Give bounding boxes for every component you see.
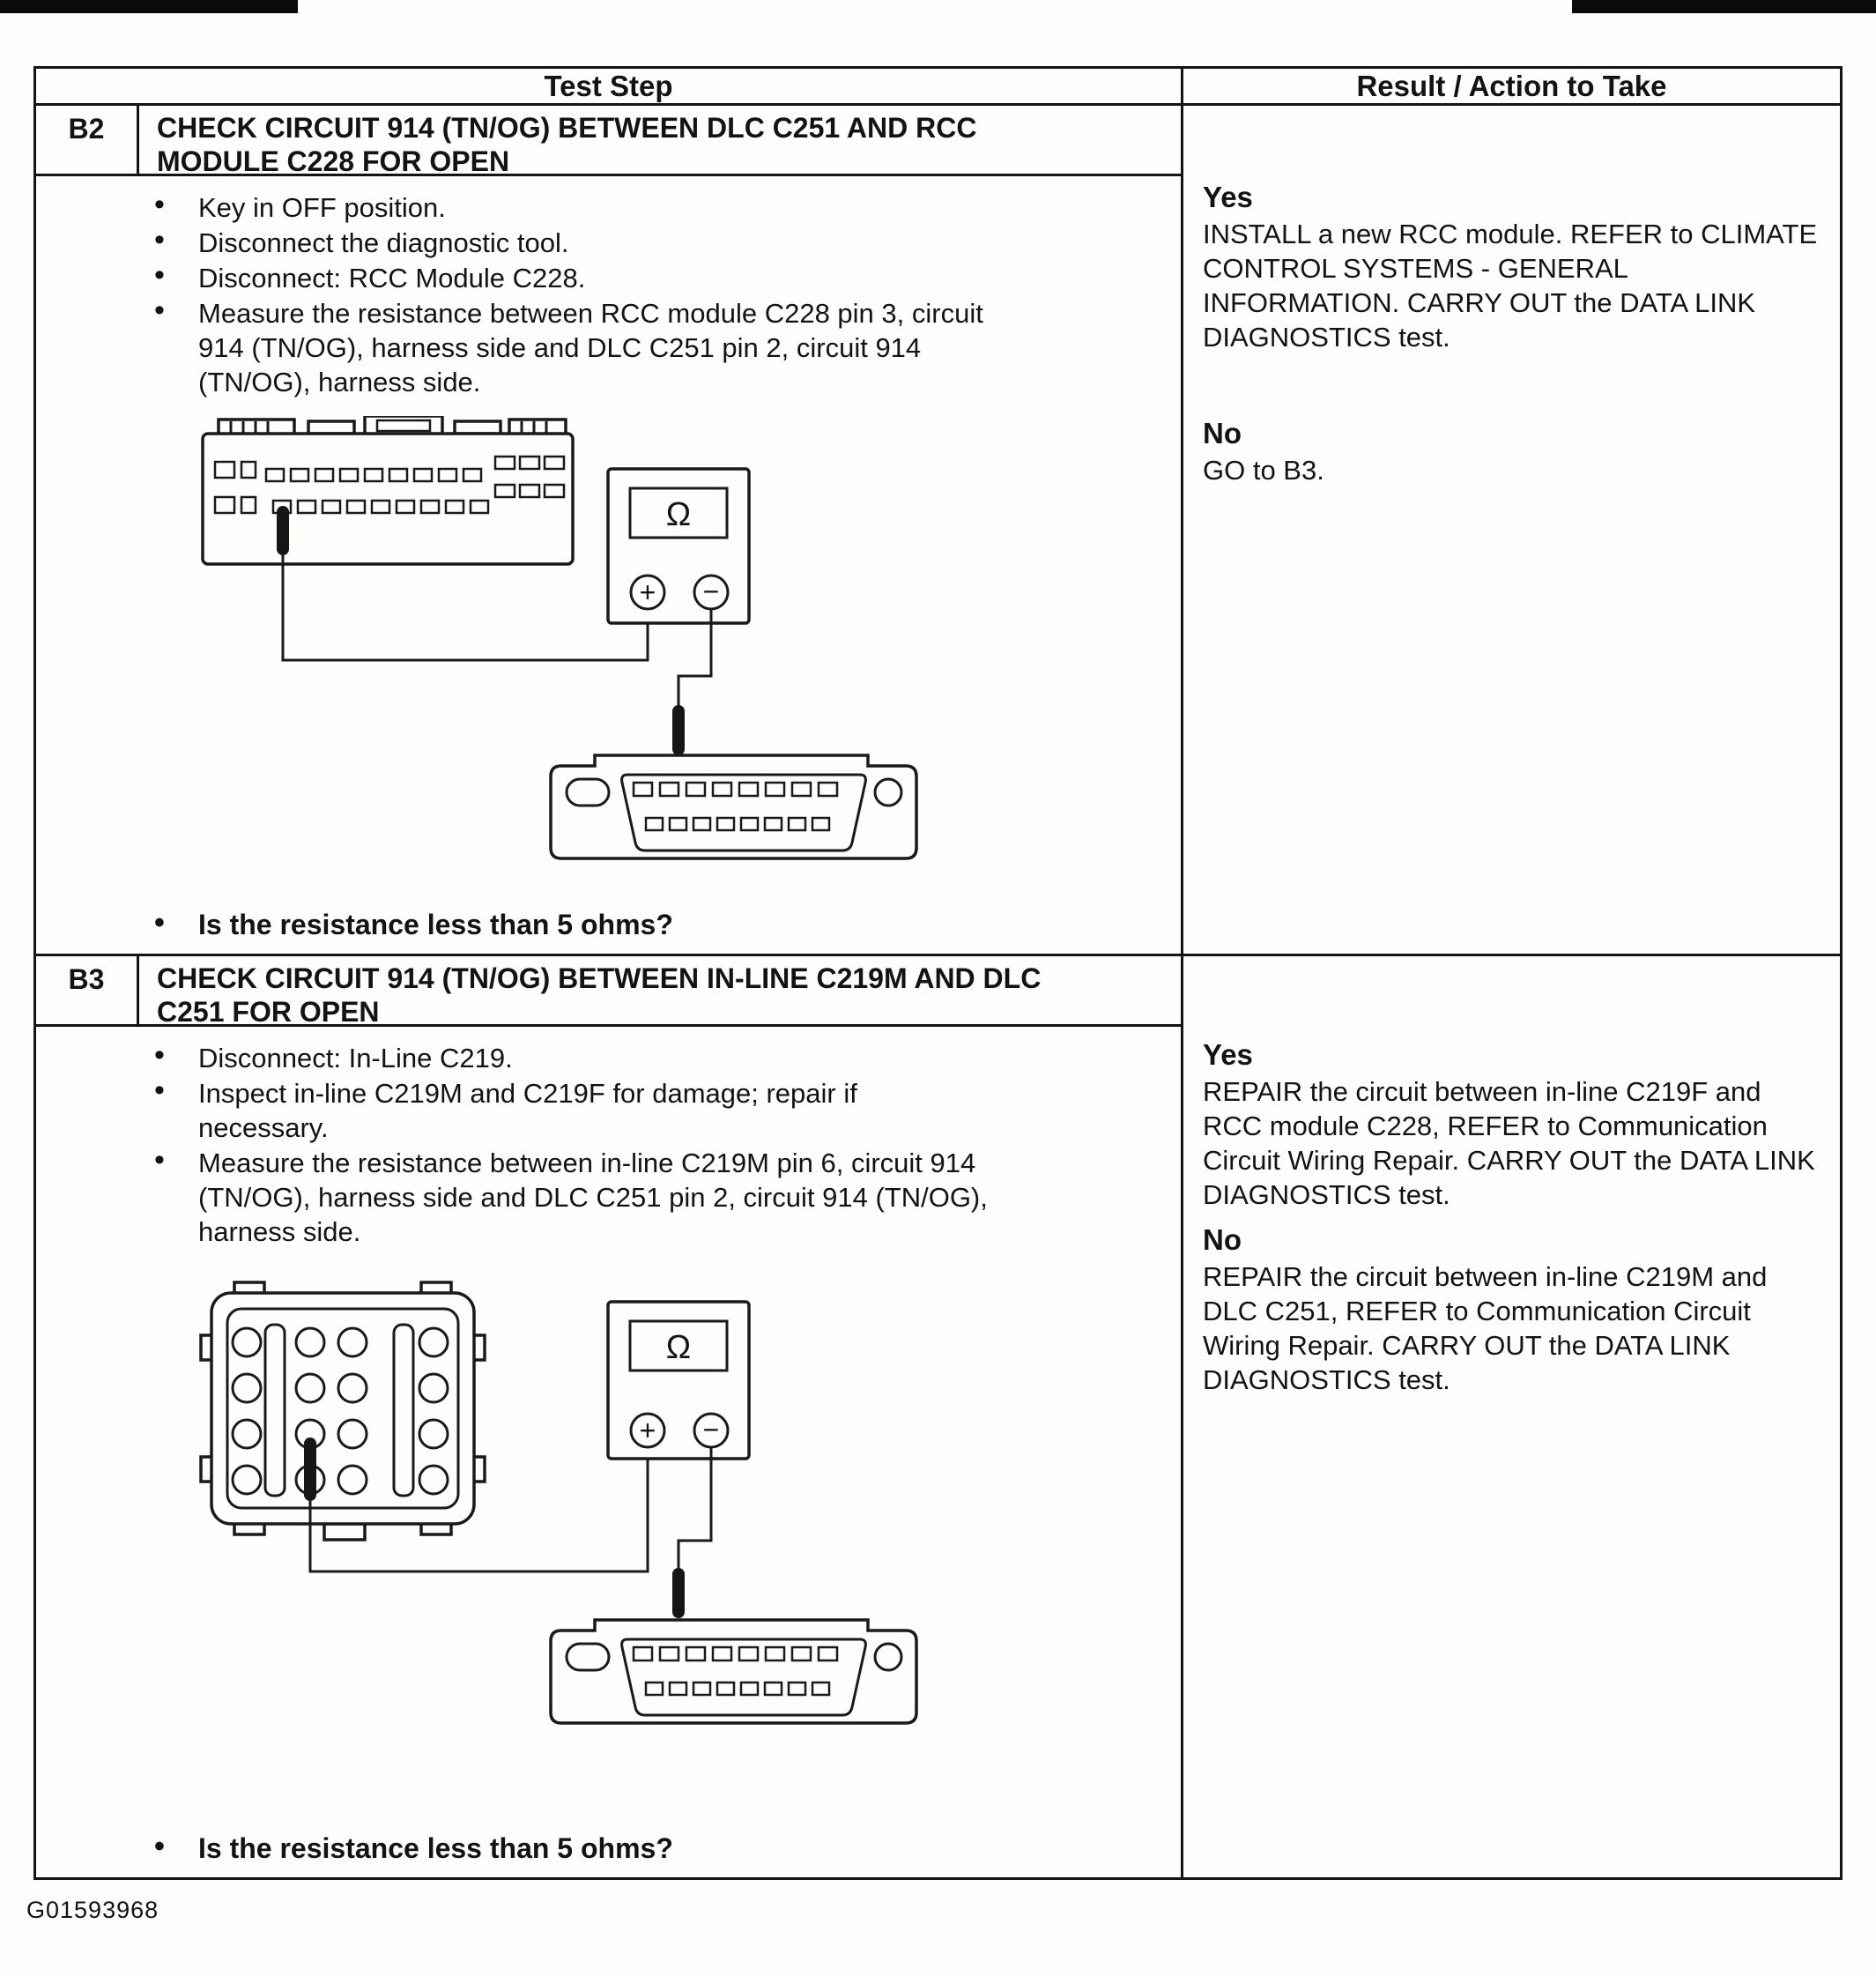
column-header-test-step: Test Step <box>36 69 1183 103</box>
rcc-connector-illustration <box>203 416 573 564</box>
result-cell-b2 <box>1183 106 1840 954</box>
result-no-b2 <box>1203 416 1819 487</box>
plus-terminal-label: + <box>639 1415 656 1446</box>
diagnostic-procedure-table <box>33 66 1843 1880</box>
step-title-b2 <box>139 106 1181 177</box>
result-label-yes: Yes <box>1203 181 1253 213</box>
test-step-item: • Measure the resistance between RCC module C228 pin 3, circuit 914 (TN/OG), harness side and DLC C251 pin 2, circuit 914 (TN/OG), harness side. <box>198 296 991 399</box>
test-row-b2 <box>36 106 1840 956</box>
test-lead-wire <box>678 1447 711 1571</box>
column-header-result-action: Result / Action to Take <box>1356 69 1667 102</box>
test-step-item: • Measure the resistance between in-line C219M pin 6, circuit 914 (TN/OG), harness side and DLC C251 pin 2, circuit 914 (TN/OG), harness side. <box>198 1146 991 1249</box>
test-lead-wire <box>283 553 648 660</box>
step-list-b3 <box>198 1041 991 1249</box>
result-action-yes: REPAIR the circuit between in-line C219F and RCC module C228, REFER to Communication Circuit Wiring Repair. CARRY OUT the DATA LINK DIAGNOSTICS test. <box>1203 1076 1815 1210</box>
plus-terminal-label: + <box>639 576 656 608</box>
step-question-b2: • Is the resistance less than 5 ohms? <box>198 909 673 941</box>
test-step-cell-b3 <box>36 956 1183 1877</box>
result-yes-b2 <box>1203 180 1819 354</box>
step-content-b2 <box>36 176 1181 954</box>
title-row-b2 <box>36 106 1181 176</box>
figure-id: G01593968 <box>26 1897 159 1923</box>
test-step-item: • Disconnect the diagnostic tool. <box>198 226 991 260</box>
test-row-b3 <box>36 956 1840 1877</box>
ohm-symbol: Ω <box>665 496 692 533</box>
test-step-item: • Disconnect: In-Line C219. <box>198 1041 991 1075</box>
ohmmeter-illustration <box>608 469 749 623</box>
result-label-no: No <box>1203 1223 1242 1256</box>
title-row-b3 <box>36 956 1181 1027</box>
step-content-b3 <box>36 1027 1181 1877</box>
result-action-no: REPAIR the circuit between in-line C219M and DLC C251, REFER to Communication Circuit Wiring Repair. CARRY OUT the DATA LINK DIAGNOSTICS test. <box>1203 1261 1768 1395</box>
step-list-b2 <box>198 190 991 399</box>
test-probe <box>277 506 289 555</box>
step-id-b3: B3 <box>36 956 139 1024</box>
test-step-item: • Disconnect: RCC Module C228. <box>198 261 991 295</box>
step-title-text-b3: CHECK CIRCUIT 914 (TN/OG) BETWEEN IN-LINE C219M AND DLC C251 FOR OPEN <box>157 962 1042 1028</box>
dlc-connector-illustration <box>551 755 916 858</box>
minus-terminal-label: − <box>702 576 720 607</box>
test-probe <box>672 705 685 755</box>
result-yes-b3 <box>1203 1037 1819 1212</box>
rcc-pin-row-upper <box>266 469 481 481</box>
inline-connector-illustration <box>201 1282 485 1540</box>
result-action-yes: INSTALL a new RCC module. REFER to CLIMATE CONTROL SYSTEMS - GENERAL INFORMATION. CARRY OUT the DATA LINK DIAGNOSTICS test. <box>1203 219 1818 353</box>
test-probe <box>304 1437 316 1501</box>
test-step-cell-b2 <box>36 106 1183 954</box>
result-cell-b3 <box>1183 956 1840 1877</box>
ohm-symbol: Ω <box>665 1329 692 1366</box>
step-question-b3: • Is the resistance less than 5 ohms? <box>198 1832 673 1865</box>
scan-artifact-right <box>1572 0 1876 13</box>
test-step-item: • Key in OFF position. <box>198 190 991 225</box>
test-probe <box>672 1568 685 1618</box>
ohmmeter-illustration <box>608 1302 749 1459</box>
scan-artifact-left <box>0 0 298 13</box>
result-label-yes: Yes <box>1203 1038 1253 1071</box>
minus-terminal-label: − <box>702 1414 720 1445</box>
result-action-no: GO to B3. <box>1203 455 1324 486</box>
result-label-no: No <box>1203 417 1242 449</box>
wiring-diagram-b2 <box>150 416 934 865</box>
step-id-b2: B2 <box>36 106 139 174</box>
rcc-pin-row-lower <box>273 501 488 513</box>
step-title-text-b2: CHECK CIRCUIT 914 (TN/OG) BETWEEN DLC C251 AND RCC MODULE C228 FOR OPEN <box>157 112 977 177</box>
step-title-b3 <box>139 956 1181 1028</box>
result-no-b3 <box>1203 1222 1819 1397</box>
dlc-connector-illustration <box>551 1620 916 1723</box>
test-step-item: • Inspect in-line C219M and C219F for damage; repair if necessary. <box>198 1076 991 1145</box>
wiring-diagram-b3 <box>150 1281 934 1730</box>
table-header-row <box>36 69 1840 106</box>
